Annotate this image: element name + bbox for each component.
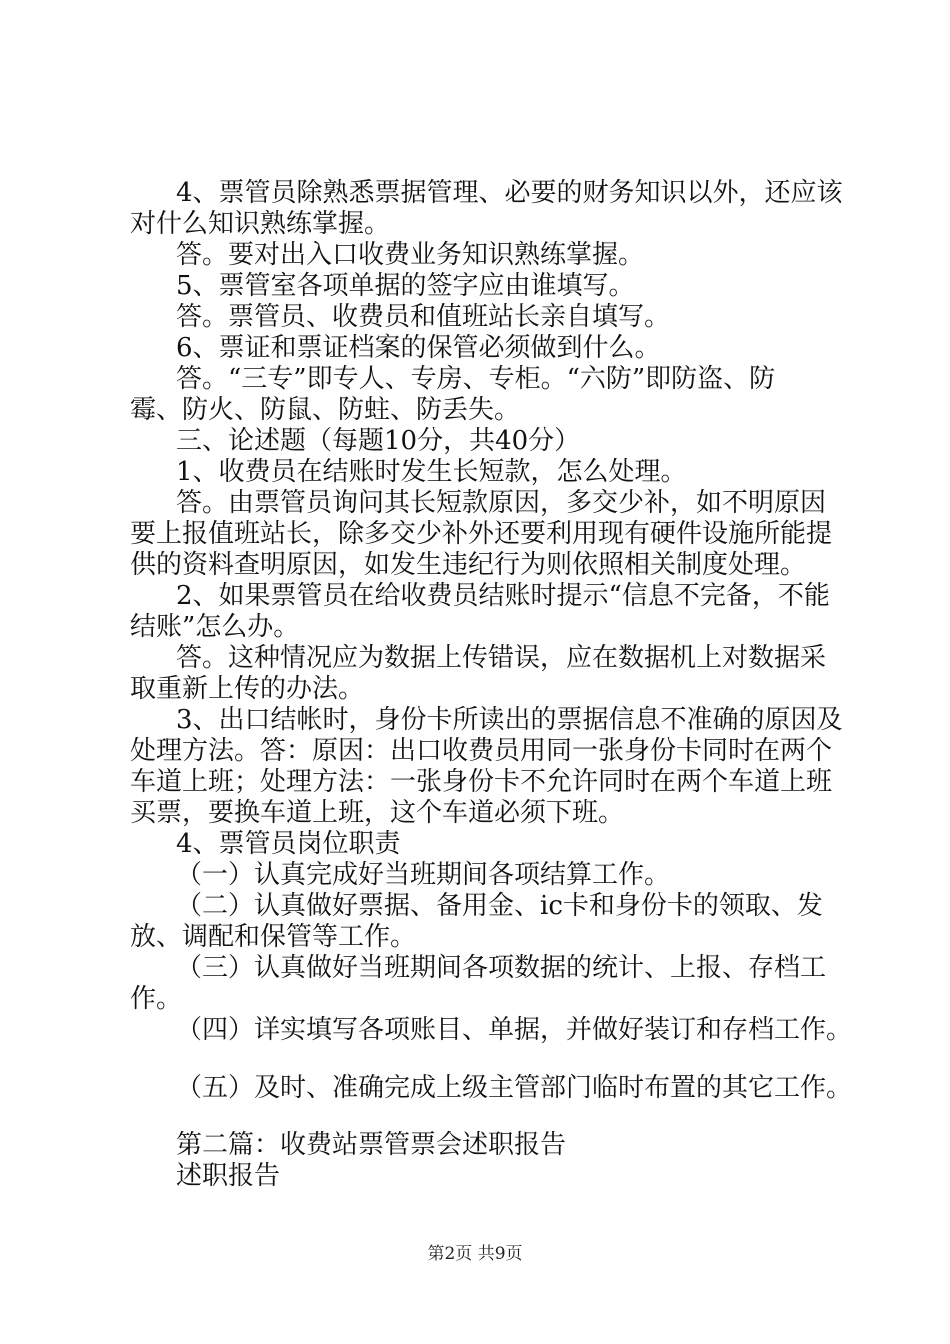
text-line: 答。要对出入口收费业务知识熟练掌握。 <box>176 240 645 270</box>
text-line: 6、票证和票证档案的保管必须做到什么。 <box>176 333 661 363</box>
text-line: 对什么知识熟练掌握。 <box>130 209 391 239</box>
text-line: 2、如果票管员在给收费员结账时提示“信息不完备，不能 <box>176 581 830 611</box>
text-line: （一）认真完成好当班期间各项结算工作。 <box>176 860 671 890</box>
text-line: 要上报值班站长，除多交少补外还要利用现有硬件设施所能提 <box>130 519 833 549</box>
text-line: 放、调配和保管等工作。 <box>130 922 417 952</box>
text-line: 4、票管员岗位职责 <box>176 829 401 859</box>
text-line: 作。 <box>130 984 183 1014</box>
text-line: （五）及时、准确完成上级主管部门临时布置的其它工作。 <box>176 1073 853 1103</box>
text-line: 答。“三专”即专人、专房、专柜。“六防”即防盗、防 <box>176 364 776 394</box>
text-line: 供的资料查明原因，如发生违纪行为则依照相关制度处理。 <box>130 550 807 580</box>
text-line: 答。票管员、收费员和值班站长亲自填写。 <box>176 302 671 332</box>
chapter-heading: 第二篇：收费站票管票会述职报告 <box>176 1130 567 1160</box>
text-line: 买票，要换车道上班，这个车道必须下班。 <box>130 798 625 828</box>
text-line: （四）详实填写各项账目、单据，并做好装订和存档工作。 <box>176 1015 853 1045</box>
text-line: 处理方法。答：原因：出口收费员用同一张身份卡同时在两个 <box>130 736 833 766</box>
text-line: 1、收费员在结账时发生长短款，怎么处理。 <box>176 457 687 487</box>
page-footer: 第2页 共9页 <box>427 1244 523 1264</box>
text-line: 答。这种情况应为数据上传错误，应在数据机上对数据采 <box>176 643 827 673</box>
text-line: 3、出口结帐时，身份卡所读出的票据信息不准确的原因及 <box>176 705 843 735</box>
text-line: 车道上班；处理方法：一张身份卡不允许同时在两个车道上班 <box>130 767 833 797</box>
text-line: （三）认真做好当班期间各项数据的统计、上报、存档工 <box>176 953 827 983</box>
text-line: 取重新上传的办法。 <box>130 674 365 704</box>
text-line: 答。由票管员询问其长短款原因，多交少补，如不明原因 <box>176 488 827 518</box>
text-line: 结账”怎么办。 <box>130 612 300 642</box>
text-line: （二）认真做好票据、备用金、ic卡和身份卡的领取、发 <box>176 891 823 921</box>
text-line: 4、票管员除熟悉票据管理、必要的财务知识以外，还应该 <box>176 178 843 208</box>
text-line: 5、票管室各项单据的签字应由谁填写。 <box>176 271 635 301</box>
section-heading: 三、论述题（每题10分，共40分） <box>176 426 581 456</box>
chapter-subheading: 述职报告 <box>176 1161 281 1191</box>
text-line: 霉、防火、防鼠、防蛀、防丢失。 <box>130 395 521 425</box>
